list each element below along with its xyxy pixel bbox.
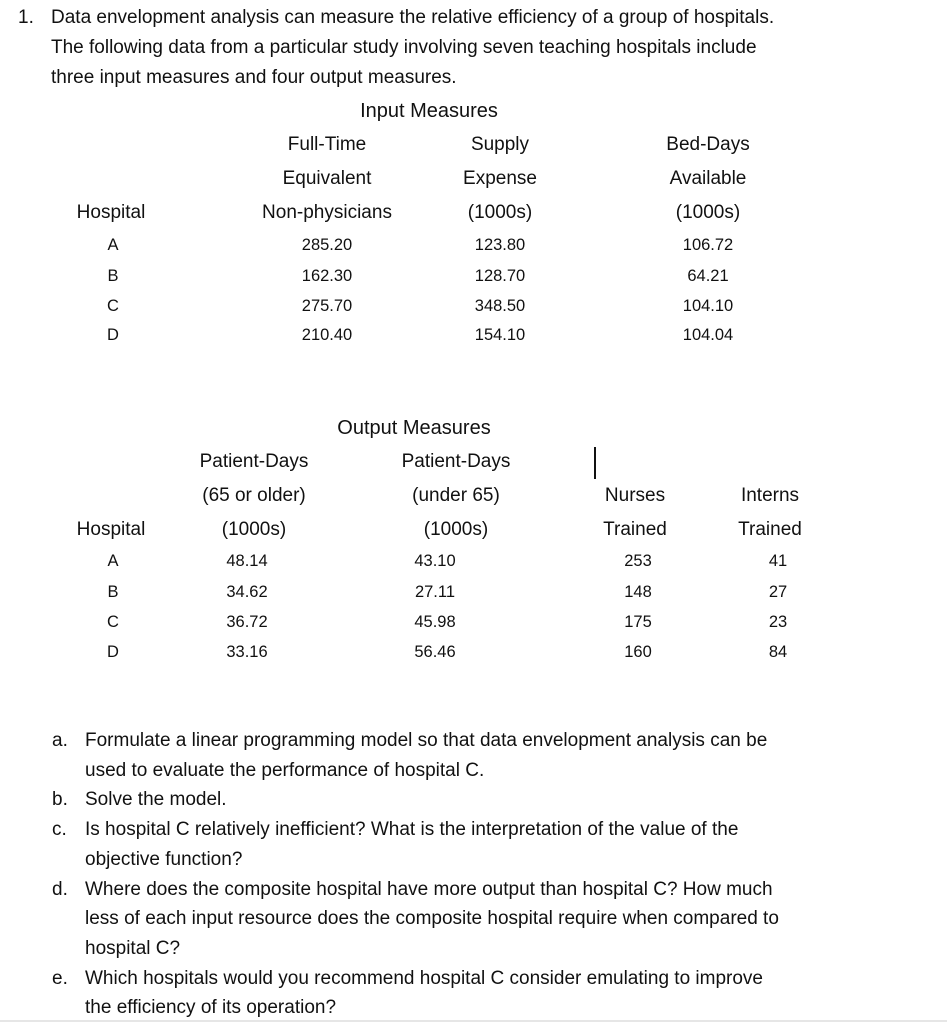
table-cell: 34.62 (226, 583, 268, 601)
hospital-label: A (107, 236, 119, 254)
column-header: Non-physicians (262, 202, 392, 223)
column-header: Trained (603, 519, 667, 540)
hospital-label: B (107, 267, 119, 285)
intro-line: Data envelopment analysis can measure the relative efficiency of a group of hospitals. (51, 7, 775, 28)
intro-line: The following data from a particular study involving seven teaching hospitals include (51, 37, 757, 58)
column-header: Full-Time (287, 134, 367, 155)
hospital-label: C (107, 297, 119, 315)
column-header: (65 or older) (202, 485, 306, 506)
question-text: Where does the composite hospital have more output than hospital C? How much (85, 878, 773, 900)
question-text: objective function? (85, 848, 243, 870)
column-header: Equivalent (282, 168, 372, 189)
problem-number: 1. (18, 7, 34, 28)
hospital-label: D (107, 326, 119, 344)
question-text: Which hospitals would you recommend hospital C consider emulating to improve (85, 967, 763, 989)
question-text: hospital C? (85, 937, 181, 959)
column-header: Available (669, 168, 747, 189)
column-header: Trained (738, 519, 802, 540)
table-cell: 45.98 (414, 613, 456, 631)
table-cell: 348.50 (474, 297, 526, 315)
question-text: used to evaluate the performance of hospital C. (85, 759, 485, 781)
table-cell: 41 (768, 552, 788, 570)
question-letter: d. (52, 878, 68, 900)
table-cell: 123.80 (474, 236, 526, 254)
table-cell: 64.21 (687, 267, 729, 285)
table-cell: 253 (624, 552, 652, 570)
table-title: Output Measures (337, 417, 491, 439)
hospital-label: A (107, 552, 119, 570)
column-header: (1000s) (423, 519, 489, 540)
table-cell: 154.10 (474, 326, 526, 344)
table-cell: 175 (624, 613, 652, 631)
column-header: Bed-Days (666, 134, 750, 155)
hospital-label: C (107, 613, 119, 631)
column-header: Nurses (604, 485, 666, 506)
hospital-label: B (107, 583, 119, 601)
table-cell: 84 (768, 643, 788, 661)
table-cell: 27.11 (414, 583, 456, 601)
question-letter: a. (52, 730, 68, 751)
question-letter: b. (52, 789, 68, 811)
column-header: Supply (470, 134, 530, 155)
question-letter: e. (52, 967, 68, 989)
question-text: Is hospital C relatively inefficient? What is the interpretation of the value of the (85, 819, 739, 841)
divider (0, 1020, 947, 1022)
column-header: (1000s) (221, 519, 287, 540)
column-header: Interns (740, 485, 800, 506)
hospital-label: D (107, 643, 119, 661)
table-cell: 23 (768, 613, 788, 631)
table-cell: 27 (768, 583, 788, 601)
table-cell: 33.16 (226, 643, 268, 661)
column-header: (1000s) (675, 202, 741, 223)
table-cell: 106.72 (682, 236, 734, 254)
table-cell: 285.20 (301, 236, 353, 254)
table-cell: 56.46 (414, 643, 456, 661)
question-letter: c. (52, 819, 67, 841)
text-cursor (594, 447, 596, 479)
column-header: Patient-Days (401, 451, 511, 472)
table-cell: 128.70 (474, 267, 526, 285)
table-cell: 162.30 (301, 267, 353, 285)
table-title: Input Measures (360, 100, 498, 122)
table-cell: 104.04 (682, 326, 734, 344)
question-text: less of each input resource does the composite hospital require when compared to (85, 908, 779, 930)
column-header: Patient-Days (199, 451, 309, 472)
question-text: Formulate a linear programming model so that data envelopment analysis can be (85, 730, 768, 751)
intro-line: three input measures and four output measures. (51, 67, 457, 88)
table-cell: 104.10 (682, 297, 734, 315)
column-header: Hospital (76, 519, 146, 540)
table-cell: 148 (624, 583, 652, 601)
column-header: Hospital (76, 202, 146, 223)
table-cell: 160 (624, 643, 652, 661)
column-header: Expense (463, 168, 537, 189)
table-cell: 48.14 (226, 552, 268, 570)
question-text: the efficiency of its operation? (85, 997, 337, 1019)
table-cell: 275.70 (301, 297, 353, 315)
table-cell: 36.72 (226, 613, 268, 631)
table-cell: 43.10 (414, 552, 456, 570)
question-text: Solve the model. (85, 789, 227, 811)
column-header: (1000s) (467, 202, 533, 223)
table-cell: 210.40 (301, 326, 353, 344)
column-header: (under 65) (412, 485, 500, 506)
